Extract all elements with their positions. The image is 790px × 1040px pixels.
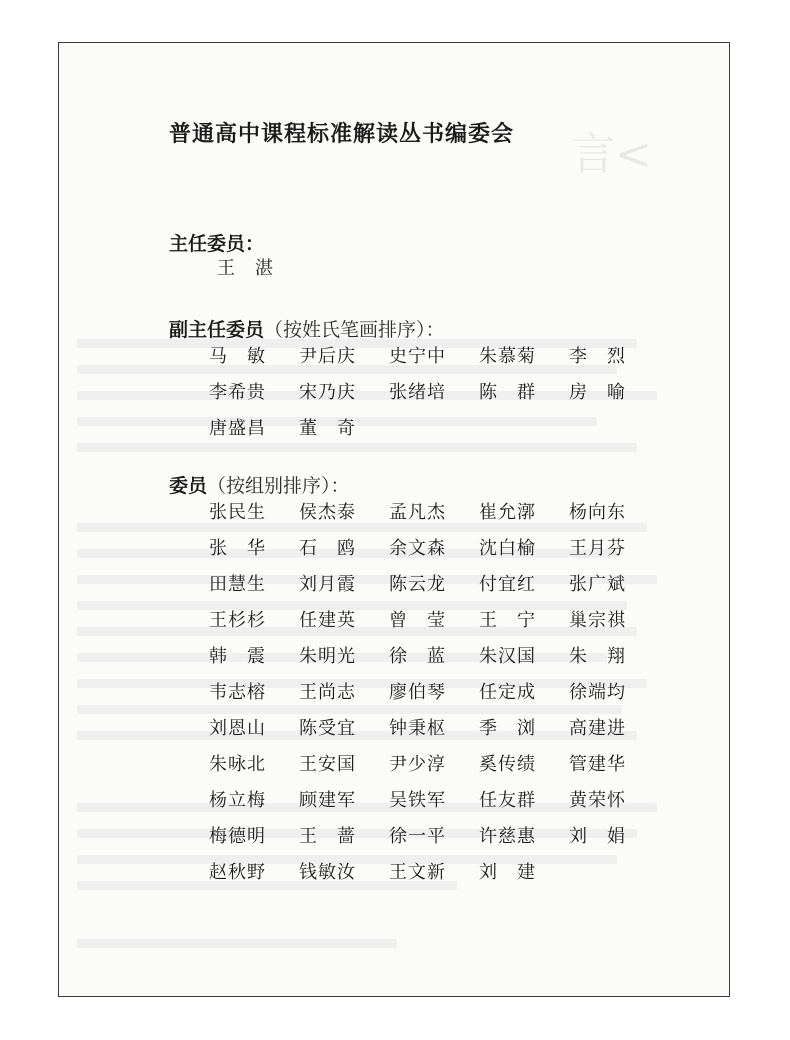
name-entry: 朱慕菊: [479, 346, 536, 367]
name-entry: 杨立梅: [209, 790, 266, 811]
name-row: [209, 603, 659, 639]
name-entry: 朱咏北: [209, 754, 266, 775]
name-entry: 张民生: [209, 502, 266, 523]
name-entry: 巢宗祺: [569, 610, 626, 631]
vice-director-label: 副主任委员: [169, 319, 265, 341]
members-note: （按组别排序）：: [207, 475, 350, 497]
vice-director-note: （按姓氏笔画排序）：: [264, 319, 445, 341]
name-entry: 朱 翔: [569, 646, 626, 667]
name-entry: 王安国: [299, 754, 356, 775]
name-entry: 王 宁: [479, 610, 536, 631]
name-entry: 吴铁军: [389, 790, 446, 811]
name-entry: 杨向东: [569, 502, 626, 523]
name-row: [209, 531, 659, 567]
name-entry: 廖伯琴: [389, 682, 446, 703]
name-entry: 季 浏: [479, 718, 536, 739]
name-entry: 尹少淳: [389, 754, 446, 775]
name-entry: 黄荣怀: [569, 790, 626, 811]
name-entry: 徐一平: [389, 826, 446, 847]
director-label: 主任委员：: [169, 233, 265, 255]
name-entry: 张广斌: [569, 574, 626, 595]
page-title: 普通高中课程标准解读丛书编委会: [169, 121, 515, 147]
document-page: [58, 42, 730, 997]
name-entry: 许慈惠: [479, 826, 536, 847]
name-entry: 崔允漷: [479, 502, 536, 523]
members-heading: [169, 471, 350, 498]
name-entry: 王月芬: [569, 538, 626, 559]
name-entry: 尹后庆: [299, 346, 356, 367]
name-entry: 刘 建: [479, 862, 536, 883]
name-row: [209, 567, 659, 603]
name-row: [209, 675, 659, 711]
name-entry: 徐 蓝: [389, 646, 446, 667]
name-row: [209, 639, 659, 675]
name-entry: 陈云龙: [389, 574, 446, 595]
name-entry: 顾建军: [299, 790, 356, 811]
name-entry: 朱汉国: [479, 646, 536, 667]
name-entry: 张 华: [209, 538, 266, 559]
name-entry: 宋乃庆: [299, 382, 356, 403]
name-entry: 马 敏: [209, 346, 266, 367]
name-entry: 任建英: [299, 610, 356, 631]
name-entry: 梅德明: [209, 826, 266, 847]
name-entry: 唐盛昌: [209, 418, 266, 439]
name-row: [209, 495, 659, 531]
name-entry: 赵秋野: [209, 862, 266, 883]
name-entry: 田慧生: [209, 574, 266, 595]
name-entry: 任友群: [479, 790, 536, 811]
name-entry: 孟凡杰: [389, 502, 446, 523]
name-entry: 管建华: [569, 754, 626, 775]
name-entry: 刘 娟: [569, 826, 626, 847]
bleed-through-mark: 言<: [571, 129, 652, 180]
name-entry: 余文森: [389, 538, 446, 559]
name-entry: 钟秉枢: [389, 718, 446, 739]
name-entry: 侯杰泰: [299, 502, 356, 523]
name-entry: 陈 群: [479, 382, 536, 403]
name-entry: 陈受宜: [299, 718, 356, 739]
name-entry: 韩 震: [209, 646, 266, 667]
name-entry: 奚传绩: [479, 754, 536, 775]
name-row: [209, 375, 659, 411]
name-row: [209, 783, 659, 819]
name-entry: 董 奇: [299, 418, 356, 439]
name-entry: 钱敏汝: [299, 862, 356, 883]
name-row: [209, 819, 659, 855]
name-entry: 李 烈: [569, 346, 626, 367]
name-entry: 史宁中: [389, 346, 446, 367]
name-row: [209, 747, 659, 783]
name-entry: 沈白榆: [479, 538, 536, 559]
name-entry: 李希贵: [209, 382, 266, 403]
name-entry: 房 喻: [569, 382, 626, 403]
name-entry: 刘月霞: [299, 574, 356, 595]
name-row: [209, 411, 659, 447]
name-entry: 刘恩山: [209, 718, 266, 739]
vice-director-heading: [169, 315, 445, 342]
name-entry: 韦志榕: [209, 682, 266, 703]
name-entry: 石 鸥: [299, 538, 356, 559]
name-entry: 徐端均: [569, 682, 626, 703]
name-row: [209, 711, 659, 747]
members-list: [209, 495, 659, 891]
name-entry: 付宜红: [479, 574, 536, 595]
name-entry: 朱明光: [299, 646, 356, 667]
bleed-through-line: [77, 939, 397, 948]
name-entry: 高建进: [569, 718, 626, 739]
members-label: 委员: [169, 475, 208, 497]
name-entry: 王 蔷: [299, 826, 356, 847]
name-entry: 王文新: [389, 862, 446, 883]
name-entry: 王尚志: [299, 682, 356, 703]
name-row: [209, 855, 659, 891]
director-list: [217, 251, 307, 287]
name-row: [209, 339, 659, 375]
name-entry: 张绪培: [389, 382, 446, 403]
name-row: [217, 251, 307, 287]
name-entry: 曾 莹: [389, 610, 446, 631]
name-entry: 任定成: [479, 682, 536, 703]
vice-director-list: [209, 339, 659, 447]
name-entry: 王 湛: [217, 258, 274, 279]
name-entry: 王杉杉: [209, 610, 266, 631]
